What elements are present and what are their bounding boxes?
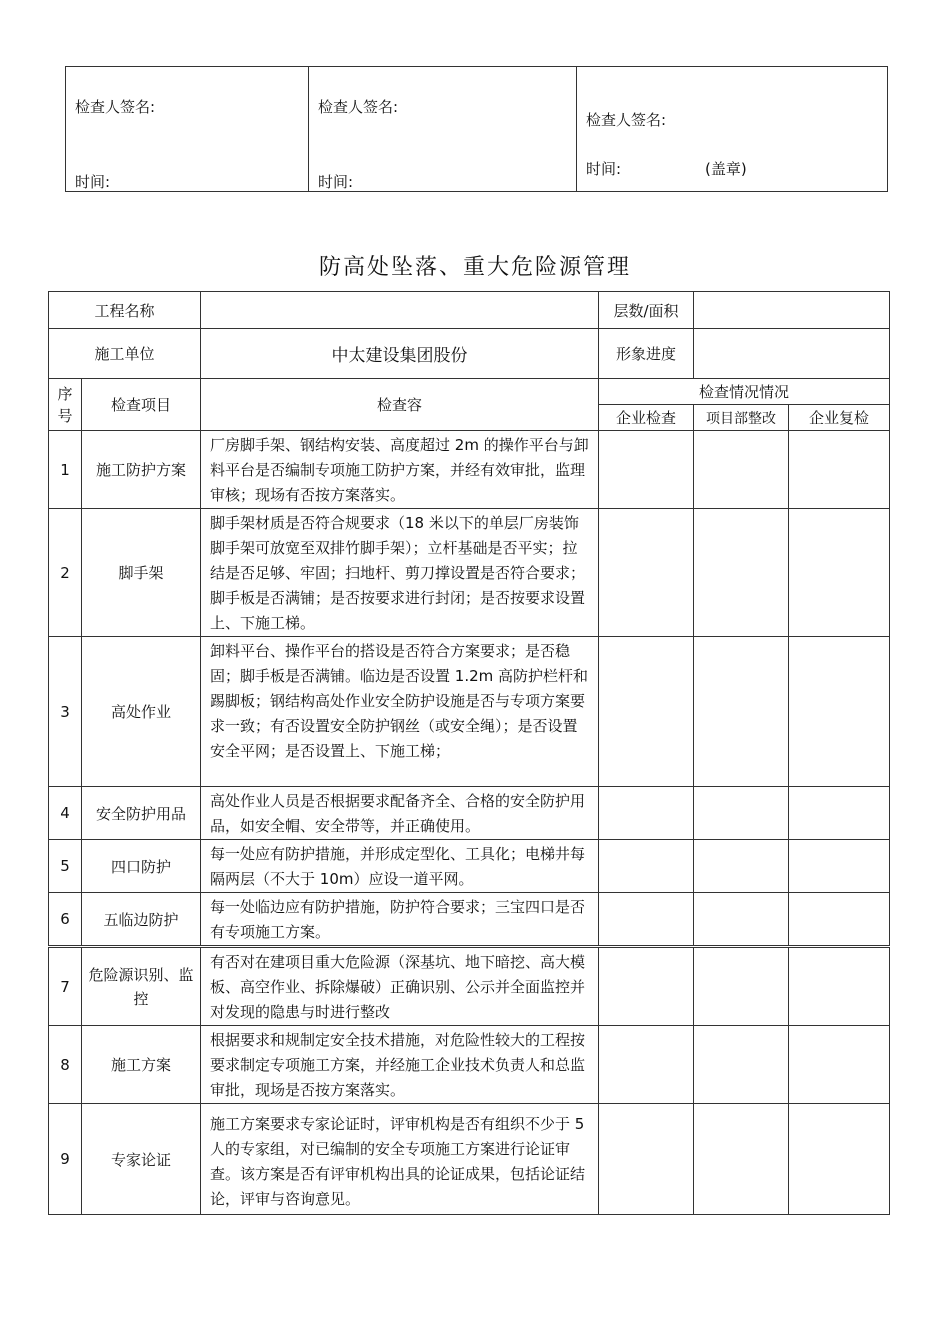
row-item: 脚手架 — [82, 509, 201, 637]
row-content: 厂房脚手架、钢结构安装、高度超过 2m 的操作平台与卸料平台是否编制专项施工防护方案，并经有效审批，监理审核；现场有否按方案落实。 — [201, 431, 599, 509]
contractor-label: 施工单位 — [49, 329, 201, 379]
company-check-cell[interactable] — [599, 637, 694, 787]
signer-label: 检查人签名: — [318, 98, 399, 116]
signer-label: 检查人签名: — [586, 111, 667, 129]
company-check-cell[interactable] — [599, 1104, 694, 1215]
project-rectify-cell[interactable] — [694, 787, 789, 840]
header-row-contractor — [49, 329, 890, 379]
company-recheck-cell[interactable] — [789, 893, 890, 947]
row-item: 施工方案 — [82, 1026, 201, 1104]
company-check-cell[interactable] — [599, 947, 694, 1026]
company-check-cell[interactable] — [599, 509, 694, 637]
row-seq: 4 — [49, 787, 82, 840]
table-row — [49, 637, 890, 787]
table-row — [49, 509, 890, 637]
table-row — [49, 787, 890, 840]
project-rectify-header: 项目部整改 — [694, 405, 789, 431]
company-check-cell[interactable] — [599, 1026, 694, 1104]
company-recheck-cell[interactable] — [789, 947, 890, 1026]
company-check-cell[interactable] — [599, 431, 694, 509]
seal-label: (盖章) — [705, 160, 747, 178]
project-rectify-cell[interactable] — [694, 1104, 789, 1215]
row-item: 施工防护方案 — [82, 431, 201, 509]
project-rectify-cell[interactable] — [694, 1026, 789, 1104]
table-row — [49, 947, 890, 1026]
row-seq: 6 — [49, 893, 82, 947]
table-row — [49, 1026, 890, 1104]
floors-area-field[interactable] — [694, 292, 890, 329]
row-content: 施工方案要求专家论证时，评审机构是否有组织不少于 5 人的专家组，对已编制的安全专项施工方案进行论证审查。该方案是否有评审机构出具的论证成果，包括论证结论，评审与咨询意见。 — [201, 1104, 599, 1215]
signature-table — [65, 66, 888, 192]
company-recheck-cell[interactable] — [789, 840, 890, 893]
company-check-cell[interactable] — [599, 893, 694, 947]
company-recheck-cell[interactable] — [789, 1026, 890, 1104]
row-seq: 1 — [49, 431, 82, 509]
time-label: 时间: — [318, 173, 354, 191]
project-rectify-cell[interactable] — [694, 637, 789, 787]
row-seq: 9 — [49, 1104, 82, 1215]
row-seq: 3 — [49, 637, 82, 787]
header-row-project — [49, 292, 890, 329]
signature-cell-2[interactable] — [309, 67, 577, 192]
row-content: 有否对在建项目重大危险源（深基坑、地下暗挖、高大模板、高空作业、拆除爆破）正确识别、公示并全面监控并对发现的隐患与时进行整改 — [201, 947, 599, 1026]
company-recheck-header: 企业复检 — [789, 405, 890, 431]
item-header: 检查项目 — [82, 379, 201, 431]
row-item: 五临边防护 — [82, 893, 201, 947]
signer-label: 检查人签名: — [75, 98, 156, 116]
contractor-field[interactable]: 中太建设集团股份 — [201, 329, 599, 379]
project-rectify-cell[interactable] — [694, 893, 789, 947]
project-name-label: 工程名称 — [49, 292, 201, 329]
status-group-header: 检查情况情况 — [599, 379, 890, 405]
project-rectify-cell[interactable] — [694, 431, 789, 509]
row-content: 脚手架材质是否符合规要求（18 米以下的单层厂房装饰脚手架可放宽至双排竹脚手架）；立杆基础是否平实；拉结是否足够、牢固；扫地杆、剪刀撑设置是否符合要求；脚手板是否满铺；是否按要求进行封闭；是否按要求设置上、下施工梯。 — [201, 509, 599, 637]
row-content: 每一处应有防护措施，并形成定型化、工具化；电梯井每隔两层（不大于 10m）应设一道平网。 — [201, 840, 599, 893]
column-header-row — [49, 379, 890, 405]
progress-field[interactable] — [694, 329, 890, 379]
company-recheck-cell[interactable] — [789, 1104, 890, 1215]
project-rectify-cell[interactable] — [694, 947, 789, 1026]
row-item: 四口防护 — [82, 840, 201, 893]
row-seq: 8 — [49, 1026, 82, 1104]
table-row — [49, 893, 890, 947]
inspection-table — [48, 291, 890, 1215]
row-item: 高处作业 — [82, 637, 201, 787]
company-recheck-cell[interactable] — [789, 509, 890, 637]
company-check-cell[interactable] — [599, 787, 694, 840]
row-content: 卸料平台、操作平台的搭设是否符合方案要求；是否稳固；脚手板是否满铺。临边是否设置 1.2m 高防护栏杆和踢脚板；钢结构高处作业安全防护设施是否与专项方案要求一致；有否设置安全防护钢丝（或安全绳）；是否设置安全平网；是否设置上、下施工梯； — [201, 637, 599, 787]
signature-cell-3[interactable] — [577, 67, 888, 192]
row-item: 安全防护用品 — [82, 787, 201, 840]
row-seq: 2 — [49, 509, 82, 637]
company-check-cell[interactable] — [599, 840, 694, 893]
time-label: 时间: — [75, 173, 111, 191]
project-name-field[interactable] — [201, 292, 599, 329]
row-seq: 7 — [49, 947, 82, 1026]
table-row — [49, 431, 890, 509]
row-content: 每一处临边应有防护措施，防护符合要求；三宝四口是否有专项施工方案。 — [201, 893, 599, 947]
row-item: 危险源识别、监控 — [82, 947, 201, 1026]
company-recheck-cell[interactable] — [789, 787, 890, 840]
company-recheck-cell[interactable] — [789, 637, 890, 787]
table-row — [49, 1104, 890, 1215]
row-content: 高处作业人员是否根据要求配备齐全、合格的安全防护用品，如安全帽、安全带等，并正确使用。 — [201, 787, 599, 840]
seq-header — [49, 379, 82, 431]
floors-area-label: 层数/面积 — [599, 292, 694, 329]
company-check-header: 企业检查 — [599, 405, 694, 431]
project-rectify-cell[interactable] — [694, 509, 789, 637]
time-label: 时间: — [586, 160, 622, 178]
signature-cell-1[interactable] — [66, 67, 309, 192]
table-row — [49, 840, 890, 893]
row-item: 专家论证 — [82, 1104, 201, 1215]
project-rectify-cell[interactable] — [694, 840, 789, 893]
company-recheck-cell[interactable] — [789, 431, 890, 509]
row-content: 根据要求和规制定安全技术措施，对危险性较大的工程按要求制定专项施工方案，并经施工企业技术负责人和总监审批，现场是否按方案落实。 — [201, 1026, 599, 1104]
page-title: 防高处坠落、重大危险源管理 — [318, 255, 631, 280]
progress-label: 形象进度 — [599, 329, 694, 379]
content-header: 检查容 — [201, 379, 599, 431]
seq-header-text: 序号 — [57, 384, 73, 425]
row-seq: 5 — [49, 840, 82, 893]
